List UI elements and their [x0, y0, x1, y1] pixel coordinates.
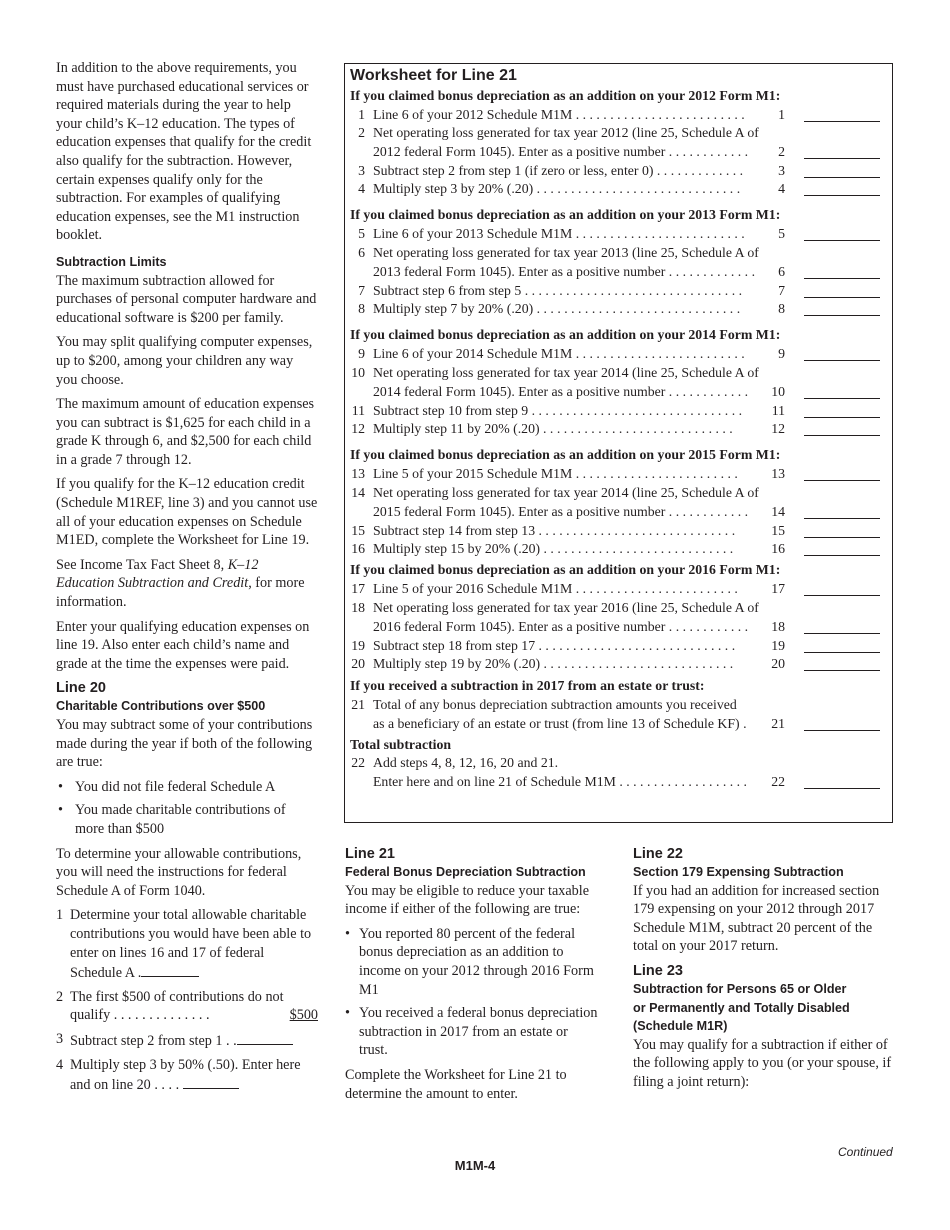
worksheet-step-ref: 12 [771, 421, 785, 436]
worksheet-step-text: Subtract step 6 from step 5 . . . . . . . . . . . . . . . . . . . . . . . . . . . . . . . . [373, 283, 743, 298]
worksheet-step-text: Line 6 of your 2012 Schedule M1M . . . . . . . . . . . . . . . . . . . . . . . . . [373, 107, 745, 122]
subtraction-limits-heading: Subtraction Limits [56, 254, 167, 269]
worksheet-step-text: Subtract step 14 from step 13 . . . . . . . . . . . . . . . . . . . . . . . . . . . . . [373, 523, 736, 538]
line23-heading: Line 23 [633, 962, 683, 979]
worksheet-step-text: Line 6 of your 2014 Schedule M1M . . . . . . . . . . . . . . . . . . . . . . . . . [373, 346, 745, 361]
line20-subheading: Charitable Contributions over $500 [56, 699, 266, 714]
page-number: M1M-4 [454, 1158, 496, 1173]
worksheet-step-ref: 3 [778, 163, 785, 178]
worksheet-step-ref: 7 [778, 283, 785, 298]
worksheet-entry-line[interactable] [804, 195, 880, 196]
list-item: • You did not file federal Schedule A [58, 778, 276, 795]
line22-heading: Line 22 [633, 846, 683, 862]
worksheet-entry-line[interactable] [804, 518, 880, 519]
worksheet-step-text: Net operating loss generated for tax year 2016 (line 25, Schedule A of [373, 600, 759, 615]
worksheet-step-number: 2 [358, 125, 365, 140]
step-1-entry-line[interactable] [141, 962, 199, 977]
worksheet-step-text: Multiply step 15 by 20% (.20) . . . . . . . . . . . . . . . . . . . . . . . . . . . . [373, 541, 734, 556]
worksheet-step-text: 2012 federal Form 1045). Enter as a positive number . . . . . . . . . . . . [373, 144, 749, 159]
worksheet-step-text: Subtract step 10 from step 9 . . . . . . . . . . . . . . . . . . . . . . . . . . . . . . . [373, 403, 743, 418]
worksheet-step-text: 2014 federal Form 1045). Enter as a positive number . . . . . . . . . . . . [373, 384, 749, 399]
line20-step-3: 3 Subtract step 2 from step 1 . . [56, 1030, 318, 1051]
worksheet-step-text: Enter here and on line 21 of Schedule M1M . . . . . . . . . . . . . . . . . . . [373, 774, 747, 789]
worksheet-step-text: Line 6 of your 2013 Schedule M1M . . . . . . . . . . . . . . . . . . . . . . . . . [373, 226, 745, 241]
line23-subheading-3: (Schedule M1R) [633, 1019, 728, 1034]
continued-label: Continued [838, 1145, 893, 1159]
worksheet-step-ref: 8 [778, 301, 785, 316]
worksheet-step-ref: 16 [771, 541, 785, 556]
worksheet-entry-line[interactable] [804, 480, 880, 481]
worksheet-step-number: 21 [351, 697, 365, 712]
worksheet-step-text: Line 5 of your 2015 Schedule M1M . . . . . . . . . . . . . . . . . . . . . . . . [373, 466, 738, 481]
limits-paragraph-5: Enter your qualifying education expenses on line 19. Also enter each child’s name and grade at the time the expenses were paid. [56, 618, 310, 672]
worksheet-step-ref: 22 [771, 774, 785, 789]
line21-paragraph-2: Complete the Worksheet for Line 21 to determine the amount to enter. [345, 1066, 567, 1102]
list-item: • You received a federal bonus depreciation subtraction in 2017 from an estate or trust. [345, 1005, 598, 1059]
line21-column [345, 843, 600, 1109]
worksheet-step-number: 1 [358, 107, 365, 122]
worksheet-step-number: 13 [351, 466, 365, 481]
limits-paragraph-4: If you qualify for the K–12 education credit (Schedule M1REF, line 3) and you cannot use all of your education expenses on Schedule M1ED, complete the Worksheet for Line 19. [56, 476, 318, 549]
worksheet-entry-line[interactable] [804, 158, 880, 159]
worksheet-step-ref: 13 [771, 466, 785, 481]
worksheet-step-text: 2015 federal Form 1045). Enter as a positive number . . . . . . . . . . . . [373, 504, 749, 519]
fact-sheet-title: K–12 Education Subtraction and Credit [56, 556, 259, 592]
worksheet-step-text: Net operating loss generated for tax year 2012 (line 25, Schedule A of [373, 125, 759, 140]
worksheet-entry-line[interactable] [804, 537, 880, 538]
worksheet-step-ref: 9 [778, 346, 785, 361]
worksheet-entry-line[interactable] [804, 177, 880, 178]
worksheet-step-ref: 20 [771, 656, 785, 671]
worksheet-step-text: Line 5 of your 2016 Schedule M1M . . . . . . . . . . . . . . . . . . . . . . . . [373, 581, 738, 596]
worksheet-entry-line[interactable] [804, 730, 880, 731]
worksheet-step-number: 9 [358, 346, 365, 361]
worksheet-step-ref: 6 [778, 264, 785, 279]
fact-sheet-post: , for more information. [56, 575, 305, 611]
line23-paragraph: You may qualify for a subtraction if either of the following apply to you (or your spouse, if filing a joint return): [633, 1036, 892, 1090]
worksheet-section-heading: If you claimed bonus depreciation as an addition on your 2014 Form M1: [350, 327, 781, 342]
worksheet-entry-line[interactable] [804, 417, 880, 418]
worksheet-step-text: 2013 federal Form 1045). Enter as a positive number . . . . . . . . . . . . . [373, 264, 756, 279]
worksheet-step-number: 10 [351, 365, 365, 380]
worksheet-step-text: Net operating loss generated for tax year 2013 (line 25, Schedule A of [373, 245, 759, 260]
worksheet-step-text: Multiply step 19 by 20% (.20) . . . . . . . . . . . . . . . . . . . . . . . . . . . . [373, 656, 734, 671]
step-4-entry-line[interactable] [183, 1074, 239, 1089]
worksheet-step-text: Multiply step 7 by 20% (.20) . . . . . . . . . . . . . . . . . . . . . . . . . . . . . . [373, 301, 741, 316]
worksheet-entry-line[interactable] [804, 633, 880, 634]
worksheet-step-ref: 18 [771, 619, 785, 634]
worksheet-section-heading: If you claimed bonus depreciation as an addition on your 2016 Form M1: [350, 562, 781, 577]
worksheet-step-text: Subtract step 18 from step 17 . . . . . . . . . . . . . . . . . . . . . . . . . . . . . [373, 638, 736, 653]
worksheet-step-ref: 10 [771, 384, 785, 399]
worksheet-step-ref: 15 [771, 523, 785, 538]
worksheet-step-ref: 1 [778, 107, 785, 122]
worksheet-step-number: 15 [351, 523, 365, 538]
worksheet-entry-line[interactable] [804, 595, 880, 596]
worksheet-entry-line[interactable] [804, 398, 880, 399]
fact-sheet-pre: See Income Tax Fact Sheet 8, [56, 556, 228, 573]
limits-paragraph-1: The maximum subtraction allowed for purchases of personal computer hardware and educational software is $200 per family. [56, 272, 317, 326]
worksheet-section-heading: If you claimed bonus depreciation as an addition on your 2015 Form M1: [350, 447, 781, 462]
worksheet-step-number: 16 [351, 541, 365, 556]
line20-paragraph-2: To determine your allowable contributions, you will need the instructions for federal Schedule A of Form 1040. [56, 845, 302, 899]
worksheet-step-number: 20 [351, 656, 365, 671]
intro-paragraph: In addition to the above requirements, you must have purchased educational services or required materials during the year to help your child’s K–12 education. The types of education expenses that qualify for the credit also qualify for the subtraction. However, certain expenses qualify only for the subtraction. For examples of qualifying education expenses, see the M1 instruction booklet. [56, 60, 312, 244]
worksheet-section-heading: If you claimed bonus depreciation as an addition on your 2012 Form M1: [350, 88, 781, 103]
worksheet-entry-line[interactable] [804, 278, 880, 279]
worksheet-title: Worksheet for Line 21 [350, 67, 517, 84]
line21-subheading: Federal Bonus Depreciation Subtraction [345, 865, 586, 879]
worksheet-step-number: 5 [358, 226, 365, 241]
line21-paragraph-1: You may be eligible to reduce your taxable income if either of the following are true: [345, 882, 590, 918]
line21-bullet-list [345, 925, 600, 1060]
worksheet-step-text: Multiply step 11 by 20% (.20) . . . . . . . . . . . . . . . . . . . . . . . . . . . . [373, 421, 733, 436]
worksheet-step-number: 3 [358, 163, 365, 178]
line23-subheading-1: Subtraction for Persons 65 or Older [633, 981, 847, 996]
worksheet-line-21 [344, 63, 893, 823]
line20-bullet-list [56, 778, 318, 839]
worksheet-step-number: 11 [351, 403, 365, 418]
worksheet-step-text: 2016 federal Form 1045). Enter as a positive number . . . . . . . . . . . . [373, 619, 749, 634]
line20-paragraph-1: You may subtract some of your contributions made during the year if both of the following are true: [56, 717, 313, 771]
worksheet-step-number: 4 [358, 181, 365, 196]
worksheet-step-text: Net operating loss generated for tax year 2014 (line 25, Schedule A of [373, 365, 759, 380]
worksheet-step-number: 7 [358, 283, 365, 298]
worksheet-step-ref: 19 [771, 638, 785, 653]
worksheet-step-number: 8 [358, 301, 365, 316]
worksheet-step-ref: 21 [771, 716, 785, 731]
line23-subheading-2: or Permanently and Totally Disabled [633, 1000, 850, 1015]
worksheet-entry-line[interactable] [804, 555, 880, 556]
worksheet-step-number: 12 [351, 421, 365, 436]
limits-paragraph-3: The maximum amount of education expenses you can subtract is $1,625 for each child in a grade K through 6, and $2,500 for each child in a grade 7 through 12. [56, 396, 315, 468]
step-3-entry-line[interactable] [237, 1030, 293, 1045]
worksheet-step-text: Net operating loss generated for tax year 2014 (line 25, Schedule A of [373, 485, 759, 500]
worksheet-step-text: as a beneficiary of an estate or trust (from line 13 of Schedule KF) . [373, 716, 747, 731]
line22-23-column [633, 843, 895, 1098]
worksheet-step-number: 22 [351, 755, 365, 770]
worksheet-entry-line[interactable] [804, 788, 880, 789]
limits-paragraph-2: You may split qualifying computer expenses, up to $200, among your children any way you choose. [56, 334, 313, 388]
worksheet-entry-line[interactable] [804, 121, 880, 122]
fact-sheet-paragraph [56, 556, 318, 612]
worksheet-entry-line[interactable] [804, 297, 880, 298]
worksheet-step-ref: 2 [778, 144, 785, 159]
left-column [56, 59, 318, 1100]
worksheet-step-ref: 17 [771, 581, 785, 596]
worksheet-step-text: Multiply step 3 by 20% (.20) . . . . . . . . . . . . . . . . . . . . . . . . . . . . . . [373, 181, 741, 196]
line20-step-4: 4 Multiply step 3 by 50% (.50). Enter here and on line 20 . . . . [56, 1056, 301, 1094]
worksheet-step-text: Add steps 4, 8, 12, 16, 20 and 21. [373, 755, 559, 770]
worksheet-entry-line[interactable] [804, 435, 880, 436]
list-item: • You made charitable contributions of more than $500 [58, 802, 286, 837]
line22-paragraph: If you had an addition for increased section 179 expensing on your 2012 through 2017 Schedule M1M, subtract 20 percent of the total on your 2017 return. [633, 882, 880, 955]
line21-heading: Line 21 [345, 846, 395, 862]
worksheet-entry-line[interactable] [804, 315, 880, 316]
worksheet-step-ref: 5 [778, 226, 785, 241]
worksheet-entry-line[interactable] [804, 360, 880, 361]
line20-step-1: 1 Determine your total allowable charitable contributions you would have been able to enter on lines 16 and 17 of federal Schedule A . [56, 907, 312, 982]
worksheet-step-number: 17 [351, 581, 365, 596]
worksheet-step-ref: 14 [771, 504, 785, 519]
list-item: • You reported 80 percent of the federal bonus depreciation as an addition to income on your 2012 through 2016 Form M1 [345, 925, 594, 998]
worksheet-entry-line[interactable] [804, 240, 880, 241]
worksheet-step-text: Total of any bonus depreciation subtraction amounts you received [373, 697, 737, 712]
worksheet-section-heading: Total subtraction [350, 737, 452, 752]
worksheet-step-number: 18 [351, 600, 365, 615]
line22-subheading: Section 179 Expensing Subtraction [633, 865, 844, 879]
worksheet-step-ref: 11 [771, 403, 785, 418]
step-2-value: $500 [289, 1007, 318, 1024]
worksheet-step-ref: 4 [778, 181, 785, 196]
worksheet-step-number: 14 [351, 485, 365, 500]
line20-heading: Line 20 [56, 680, 106, 697]
worksheet-step-text: Subtract step 2 from step 1 (if zero or less, enter 0) . . . . . . . . . . . . . [373, 163, 744, 178]
worksheet-entry-line[interactable] [804, 652, 880, 653]
worksheet-step-number: 6 [358, 245, 365, 260]
worksheet-step-number: 19 [351, 638, 365, 653]
worksheet-section-heading: If you received a subtraction in 2017 from an estate or trust: [350, 678, 705, 693]
worksheet-section-heading: If you claimed bonus depreciation as an addition on your 2013 Form M1: [350, 207, 781, 222]
worksheet-entry-line[interactable] [804, 670, 880, 671]
line20-step-2: 2 The first $500 of contributions do not qualify . . . . . . . . . . . . . . $500 [56, 988, 318, 1024]
